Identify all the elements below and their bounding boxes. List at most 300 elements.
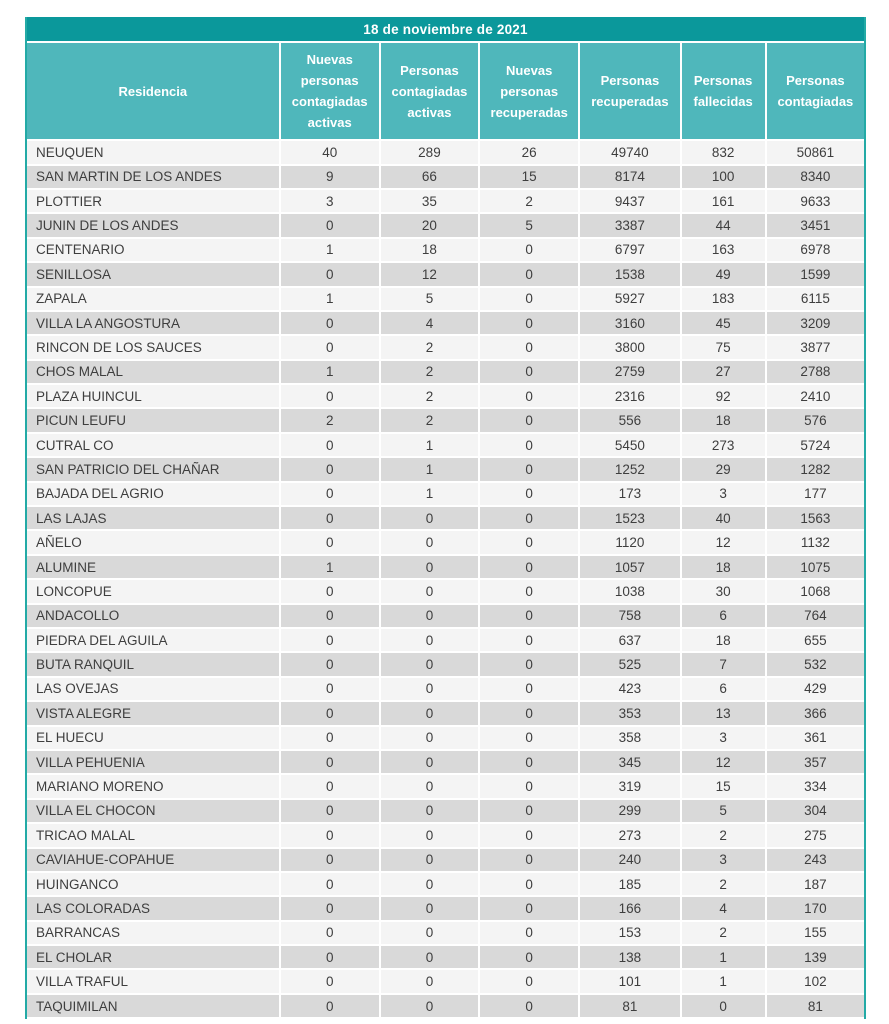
cell-recuperadas: 9437 — [580, 190, 681, 214]
cell-fallecidas: 44 — [682, 214, 767, 238]
cell-contagiadas-activas: 0 — [381, 727, 480, 751]
cell-recuperadas: 637 — [580, 629, 681, 653]
cell-nuevas-contagiadas-activas: 0 — [281, 922, 381, 946]
cell-nuevas-contagiadas-activas: 2 — [281, 409, 381, 433]
cell-fallecidas: 15 — [682, 775, 767, 799]
cell-nuevas-contagiadas-activas: 0 — [281, 214, 381, 238]
cell-contagiadas: 6978 — [767, 239, 864, 263]
cell-nuevas-recuperadas: 0 — [480, 605, 580, 629]
cell-contagiadas-activas: 0 — [381, 995, 480, 1019]
cell-contagiadas: 1132 — [767, 531, 864, 555]
cell-contagiadas-activas: 0 — [381, 580, 480, 604]
cell-fallecidas: 12 — [682, 531, 767, 555]
cell-residencia: AÑELO — [27, 531, 281, 555]
cell-nuevas-contagiadas-activas: 0 — [281, 458, 381, 482]
cell-nuevas-recuperadas: 2 — [480, 190, 580, 214]
table-row — [27, 361, 864, 385]
cell-contagiadas-activas: 2 — [381, 336, 480, 360]
cell-fallecidas: 2 — [682, 922, 767, 946]
cell-recuperadas: 353 — [580, 702, 681, 726]
cell-nuevas-recuperadas: 0 — [480, 263, 580, 287]
header-row — [27, 43, 864, 141]
cell-nuevas-contagiadas-activas: 0 — [281, 946, 381, 970]
cell-contagiadas-activas: 18 — [381, 239, 480, 263]
cell-fallecidas: 49 — [682, 263, 767, 287]
cell-nuevas-contagiadas-activas: 0 — [281, 897, 381, 921]
cell-nuevas-recuperadas: 0 — [480, 385, 580, 409]
cell-recuperadas: 556 — [580, 409, 681, 433]
cell-nuevas-contagiadas-activas: 0 — [281, 702, 381, 726]
cell-residencia: LAS COLORADAS — [27, 897, 281, 921]
cell-contagiadas-activas: 0 — [381, 873, 480, 897]
table-row — [27, 336, 864, 360]
cell-contagiadas: 102 — [767, 970, 864, 994]
cell-recuperadas: 166 — [580, 897, 681, 921]
cell-contagiadas-activas: 0 — [381, 629, 480, 653]
cell-residencia: VILLA TRAFUL — [27, 970, 281, 994]
cell-nuevas-recuperadas: 26 — [480, 141, 580, 165]
column-header-nuevas-contagiadas-activas: Nuevas personas contagiadas activas — [281, 43, 381, 141]
cell-contagiadas: 3877 — [767, 336, 864, 360]
cell-nuevas-recuperadas: 0 — [480, 483, 580, 507]
cell-contagiadas-activas: 0 — [381, 897, 480, 921]
cell-contagiadas: 655 — [767, 629, 864, 653]
cell-recuperadas: 319 — [580, 775, 681, 799]
cell-recuperadas: 345 — [580, 751, 681, 775]
cell-nuevas-contagiadas-activas: 0 — [281, 531, 381, 555]
data-table — [27, 43, 864, 1019]
cell-residencia: TAQUIMILAN — [27, 995, 281, 1019]
cell-contagiadas-activas: 0 — [381, 849, 480, 873]
cell-nuevas-contagiadas-activas: 0 — [281, 678, 381, 702]
cell-nuevas-recuperadas: 0 — [480, 629, 580, 653]
cell-residencia: VILLA PEHUENIA — [27, 751, 281, 775]
cell-recuperadas: 101 — [580, 970, 681, 994]
cell-residencia: RINCON DE LOS SAUCES — [27, 336, 281, 360]
cell-contagiadas-activas: 0 — [381, 702, 480, 726]
table-row — [27, 605, 864, 629]
cell-recuperadas: 3387 — [580, 214, 681, 238]
column-header-contagiadas: Personas contagiadas — [767, 43, 864, 141]
cell-nuevas-recuperadas: 0 — [480, 946, 580, 970]
cell-contagiadas: 764 — [767, 605, 864, 629]
cell-fallecidas: 163 — [682, 239, 767, 263]
cell-nuevas-contagiadas-activas: 0 — [281, 727, 381, 751]
cell-nuevas-recuperadas: 0 — [480, 239, 580, 263]
cell-contagiadas: 1068 — [767, 580, 864, 604]
cell-recuperadas: 1252 — [580, 458, 681, 482]
cell-recuperadas: 1038 — [580, 580, 681, 604]
cell-nuevas-recuperadas: 0 — [480, 531, 580, 555]
cell-fallecidas: 75 — [682, 336, 767, 360]
cell-nuevas-recuperadas: 0 — [480, 849, 580, 873]
cell-nuevas-recuperadas: 0 — [480, 336, 580, 360]
cell-fallecidas: 5 — [682, 800, 767, 824]
cell-recuperadas: 525 — [580, 653, 681, 677]
cell-residencia: LONCOPUE — [27, 580, 281, 604]
cell-fallecidas: 273 — [682, 434, 767, 458]
cell-recuperadas: 3160 — [580, 312, 681, 336]
cell-nuevas-recuperadas: 0 — [480, 751, 580, 775]
cell-fallecidas: 832 — [682, 141, 767, 165]
cell-recuperadas: 138 — [580, 946, 681, 970]
cell-residencia: ALUMINE — [27, 556, 281, 580]
cell-fallecidas: 161 — [682, 190, 767, 214]
cell-recuperadas: 1057 — [580, 556, 681, 580]
cell-contagiadas: 5724 — [767, 434, 864, 458]
cell-nuevas-recuperadas: 0 — [480, 434, 580, 458]
cell-contagiadas-activas: 4 — [381, 312, 480, 336]
cell-nuevas-contagiadas-activas: 0 — [281, 629, 381, 653]
covid-table — [25, 17, 866, 1019]
cell-fallecidas: 3 — [682, 849, 767, 873]
cell-residencia: VISTA ALEGRE — [27, 702, 281, 726]
cell-residencia: PLAZA HUINCUL — [27, 385, 281, 409]
cell-contagiadas-activas: 0 — [381, 531, 480, 555]
cell-contagiadas-activas: 0 — [381, 970, 480, 994]
cell-contagiadas-activas: 0 — [381, 922, 480, 946]
cell-nuevas-contagiadas-activas: 40 — [281, 141, 381, 165]
table-row — [27, 800, 864, 824]
table-row — [27, 922, 864, 946]
table-row — [27, 166, 864, 190]
table-row — [27, 507, 864, 531]
cell-residencia: EL HUECU — [27, 727, 281, 751]
cell-nuevas-recuperadas: 0 — [480, 824, 580, 848]
cell-fallecidas: 3 — [682, 727, 767, 751]
cell-contagiadas: 139 — [767, 946, 864, 970]
cell-fallecidas: 27 — [682, 361, 767, 385]
table-row — [27, 385, 864, 409]
cell-contagiadas-activas: 2 — [381, 409, 480, 433]
cell-contagiadas: 155 — [767, 922, 864, 946]
cell-residencia: BARRANCAS — [27, 922, 281, 946]
table-row — [27, 751, 864, 775]
cell-nuevas-recuperadas: 0 — [480, 361, 580, 385]
cell-recuperadas: 2759 — [580, 361, 681, 385]
cell-contagiadas: 275 — [767, 824, 864, 848]
cell-nuevas-recuperadas: 0 — [480, 800, 580, 824]
cell-recuperadas: 5927 — [580, 288, 681, 312]
table-row — [27, 483, 864, 507]
cell-residencia: CUTRAL CO — [27, 434, 281, 458]
cell-fallecidas: 29 — [682, 458, 767, 482]
cell-contagiadas-activas: 0 — [381, 653, 480, 677]
table-row — [27, 678, 864, 702]
cell-contagiadas: 304 — [767, 800, 864, 824]
cell-residencia: SAN MARTIN DE LOS ANDES — [27, 166, 281, 190]
cell-recuperadas: 299 — [580, 800, 681, 824]
cell-fallecidas: 6 — [682, 678, 767, 702]
cell-recuperadas: 1120 — [580, 531, 681, 555]
cell-fallecidas: 13 — [682, 702, 767, 726]
cell-fallecidas: 18 — [682, 409, 767, 433]
cell-contagiadas-activas: 12 — [381, 263, 480, 287]
cell-fallecidas: 2 — [682, 824, 767, 848]
table-row — [27, 970, 864, 994]
cell-recuperadas: 173 — [580, 483, 681, 507]
cell-nuevas-recuperadas: 0 — [480, 995, 580, 1019]
cell-contagiadas: 2788 — [767, 361, 864, 385]
cell-nuevas-contagiadas-activas: 0 — [281, 849, 381, 873]
cell-residencia: MARIANO MORENO — [27, 775, 281, 799]
cell-nuevas-contagiadas-activas: 0 — [281, 434, 381, 458]
cell-contagiadas-activas: 0 — [381, 605, 480, 629]
cell-recuperadas: 358 — [580, 727, 681, 751]
cell-recuperadas: 423 — [580, 678, 681, 702]
cell-contagiadas-activas: 5 — [381, 288, 480, 312]
cell-contagiadas-activas: 0 — [381, 507, 480, 531]
cell-contagiadas-activas: 0 — [381, 946, 480, 970]
cell-nuevas-contagiadas-activas: 0 — [281, 775, 381, 799]
cell-fallecidas: 3 — [682, 483, 767, 507]
cell-contagiadas: 1563 — [767, 507, 864, 531]
cell-recuperadas: 185 — [580, 873, 681, 897]
cell-residencia: LAS LAJAS — [27, 507, 281, 531]
cell-residencia: ANDACOLLO — [27, 605, 281, 629]
cell-nuevas-recuperadas: 0 — [480, 702, 580, 726]
cell-nuevas-contagiadas-activas: 0 — [281, 653, 381, 677]
cell-nuevas-contagiadas-activas: 0 — [281, 336, 381, 360]
cell-contagiadas: 170 — [767, 897, 864, 921]
cell-contagiadas: 9633 — [767, 190, 864, 214]
cell-residencia: PIEDRA DEL AGUILA — [27, 629, 281, 653]
cell-fallecidas: 18 — [682, 556, 767, 580]
cell-recuperadas: 5450 — [580, 434, 681, 458]
cell-contagiadas: 1282 — [767, 458, 864, 482]
table-row — [27, 263, 864, 287]
cell-nuevas-recuperadas: 5 — [480, 214, 580, 238]
cell-nuevas-recuperadas: 0 — [480, 727, 580, 751]
cell-contagiadas-activas: 1 — [381, 458, 480, 482]
cell-nuevas-contagiadas-activas: 0 — [281, 580, 381, 604]
cell-nuevas-recuperadas: 0 — [480, 507, 580, 531]
table-row — [27, 702, 864, 726]
table-row — [27, 775, 864, 799]
cell-nuevas-recuperadas: 0 — [480, 678, 580, 702]
cell-nuevas-recuperadas: 0 — [480, 873, 580, 897]
cell-nuevas-contagiadas-activas: 0 — [281, 800, 381, 824]
cell-recuperadas: 758 — [580, 605, 681, 629]
cell-nuevas-contagiadas-activas: 0 — [281, 995, 381, 1019]
cell-residencia: SAN PATRICIO DEL CHAÑAR — [27, 458, 281, 482]
cell-contagiadas: 334 — [767, 775, 864, 799]
cell-contagiadas: 81 — [767, 995, 864, 1019]
table-row — [27, 556, 864, 580]
cell-contagiadas-activas: 0 — [381, 824, 480, 848]
table-body — [27, 141, 864, 1019]
cell-nuevas-contagiadas-activas: 0 — [281, 312, 381, 336]
cell-contagiadas-activas: 2 — [381, 361, 480, 385]
cell-residencia: VILLA LA ANGOSTURA — [27, 312, 281, 336]
cell-contagiadas: 177 — [767, 483, 864, 507]
cell-nuevas-contagiadas-activas: 0 — [281, 263, 381, 287]
cell-nuevas-recuperadas: 0 — [480, 897, 580, 921]
table-row — [27, 629, 864, 653]
cell-contagiadas: 532 — [767, 653, 864, 677]
cell-recuperadas: 273 — [580, 824, 681, 848]
cell-nuevas-contagiadas-activas: 0 — [281, 483, 381, 507]
cell-fallecidas: 30 — [682, 580, 767, 604]
cell-nuevas-recuperadas: 0 — [480, 312, 580, 336]
cell-residencia: NEUQUEN — [27, 141, 281, 165]
table-row — [27, 849, 864, 873]
cell-recuperadas: 8174 — [580, 166, 681, 190]
cell-residencia: EL CHOLAR — [27, 946, 281, 970]
table-row — [27, 580, 864, 604]
table-row — [27, 531, 864, 555]
table-row — [27, 653, 864, 677]
cell-nuevas-recuperadas: 0 — [480, 409, 580, 433]
table-date-title: 18 de noviembre de 2021 — [27, 17, 864, 43]
cell-recuperadas: 6797 — [580, 239, 681, 263]
table-row — [27, 824, 864, 848]
cell-nuevas-contagiadas-activas: 0 — [281, 824, 381, 848]
cell-nuevas-contagiadas-activas: 0 — [281, 873, 381, 897]
cell-fallecidas: 4 — [682, 897, 767, 921]
table-row — [27, 239, 864, 263]
cell-nuevas-contagiadas-activas: 1 — [281, 361, 381, 385]
cell-contagiadas: 187 — [767, 873, 864, 897]
column-header-fallecidas: Personas fallecidas — [682, 43, 767, 141]
cell-nuevas-contagiadas-activas: 1 — [281, 239, 381, 263]
cell-contagiadas: 6115 — [767, 288, 864, 312]
cell-nuevas-contagiadas-activas: 0 — [281, 605, 381, 629]
cell-residencia: CHOS MALAL — [27, 361, 281, 385]
cell-fallecidas: 183 — [682, 288, 767, 312]
cell-residencia: HUINGANCO — [27, 873, 281, 897]
cell-contagiadas: 2410 — [767, 385, 864, 409]
cell-recuperadas: 81 — [580, 995, 681, 1019]
cell-fallecidas: 40 — [682, 507, 767, 531]
table-row — [27, 727, 864, 751]
table-header — [27, 43, 864, 141]
cell-fallecidas: 100 — [682, 166, 767, 190]
cell-contagiadas: 3451 — [767, 214, 864, 238]
cell-nuevas-recuperadas: 0 — [480, 458, 580, 482]
cell-contagiadas: 366 — [767, 702, 864, 726]
cell-residencia: PICUN LEUFU — [27, 409, 281, 433]
table-row — [27, 946, 864, 970]
cell-recuperadas: 3800 — [580, 336, 681, 360]
table-row — [27, 434, 864, 458]
cell-contagiadas: 3209 — [767, 312, 864, 336]
table-row — [27, 190, 864, 214]
table-row — [27, 873, 864, 897]
table-row — [27, 409, 864, 433]
cell-contagiadas: 1075 — [767, 556, 864, 580]
cell-contagiadas: 576 — [767, 409, 864, 433]
cell-nuevas-recuperadas: 0 — [480, 580, 580, 604]
cell-recuperadas: 240 — [580, 849, 681, 873]
table-row — [27, 995, 864, 1019]
cell-nuevas-contagiadas-activas: 0 — [281, 507, 381, 531]
cell-fallecidas: 0 — [682, 995, 767, 1019]
cell-residencia: LAS OVEJAS — [27, 678, 281, 702]
cell-nuevas-recuperadas: 0 — [480, 775, 580, 799]
cell-recuperadas: 1538 — [580, 263, 681, 287]
cell-nuevas-contagiadas-activas: 1 — [281, 288, 381, 312]
cell-nuevas-contagiadas-activas: 1 — [281, 556, 381, 580]
cell-contagiadas-activas: 0 — [381, 678, 480, 702]
column-header-contagiadas-activas: Personas contagiadas activas — [381, 43, 480, 141]
table-row — [27, 458, 864, 482]
cell-fallecidas: 7 — [682, 653, 767, 677]
cell-residencia: BAJADA DEL AGRIO — [27, 483, 281, 507]
cell-fallecidas: 2 — [682, 873, 767, 897]
cell-residencia: TRICAO MALAL — [27, 824, 281, 848]
cell-nuevas-recuperadas: 0 — [480, 970, 580, 994]
cell-nuevas-recuperadas: 15 — [480, 166, 580, 190]
cell-residencia: SENILLOSA — [27, 263, 281, 287]
cell-contagiadas-activas: 0 — [381, 800, 480, 824]
cell-contagiadas-activas: 289 — [381, 141, 480, 165]
cell-nuevas-contagiadas-activas: 3 — [281, 190, 381, 214]
cell-nuevas-recuperadas: 0 — [480, 556, 580, 580]
cell-contagiadas-activas: 20 — [381, 214, 480, 238]
cell-recuperadas: 1523 — [580, 507, 681, 531]
cell-contagiadas: 1599 — [767, 263, 864, 287]
cell-contagiadas-activas: 1 — [381, 434, 480, 458]
cell-residencia: ZAPALA — [27, 288, 281, 312]
cell-residencia: BUTA RANQUIL — [27, 653, 281, 677]
cell-contagiadas: 357 — [767, 751, 864, 775]
cell-fallecidas: 6 — [682, 605, 767, 629]
cell-fallecidas: 45 — [682, 312, 767, 336]
cell-fallecidas: 92 — [682, 385, 767, 409]
cell-recuperadas: 2316 — [580, 385, 681, 409]
cell-contagiadas: 361 — [767, 727, 864, 751]
table-row — [27, 288, 864, 312]
table-row — [27, 141, 864, 165]
cell-nuevas-recuperadas: 0 — [480, 288, 580, 312]
cell-fallecidas: 18 — [682, 629, 767, 653]
cell-nuevas-contagiadas-activas: 0 — [281, 970, 381, 994]
cell-contagiadas-activas: 1 — [381, 483, 480, 507]
cell-fallecidas: 12 — [682, 751, 767, 775]
cell-contagiadas: 243 — [767, 849, 864, 873]
column-header-residencia: Residencia — [27, 43, 281, 141]
cell-recuperadas: 153 — [580, 922, 681, 946]
cell-contagiadas-activas: 35 — [381, 190, 480, 214]
cell-contagiadas-activas: 66 — [381, 166, 480, 190]
cell-contagiadas: 50861 — [767, 141, 864, 165]
cell-contagiadas: 8340 — [767, 166, 864, 190]
cell-contagiadas: 429 — [767, 678, 864, 702]
cell-recuperadas: 49740 — [580, 141, 681, 165]
cell-fallecidas: 1 — [682, 946, 767, 970]
cell-contagiadas-activas: 0 — [381, 556, 480, 580]
cell-residencia: JUNIN DE LOS ANDES — [27, 214, 281, 238]
cell-nuevas-contagiadas-activas: 0 — [281, 751, 381, 775]
column-header-recuperadas: Personas recuperadas — [580, 43, 681, 141]
table-row — [27, 312, 864, 336]
cell-contagiadas-activas: 2 — [381, 385, 480, 409]
cell-nuevas-recuperadas: 0 — [480, 653, 580, 677]
table-row — [27, 214, 864, 238]
cell-residencia: PLOTTIER — [27, 190, 281, 214]
cell-nuevas-contagiadas-activas: 9 — [281, 166, 381, 190]
cell-nuevas-contagiadas-activas: 0 — [281, 385, 381, 409]
cell-nuevas-recuperadas: 0 — [480, 922, 580, 946]
cell-residencia: CENTENARIO — [27, 239, 281, 263]
column-header-nuevas-recuperadas: Nuevas personas recuperadas — [480, 43, 580, 141]
cell-fallecidas: 1 — [682, 970, 767, 994]
cell-contagiadas-activas: 0 — [381, 751, 480, 775]
cell-contagiadas-activas: 0 — [381, 775, 480, 799]
cell-residencia: VILLA EL CHOCON — [27, 800, 281, 824]
cell-residencia: CAVIAHUE-COPAHUE — [27, 849, 281, 873]
